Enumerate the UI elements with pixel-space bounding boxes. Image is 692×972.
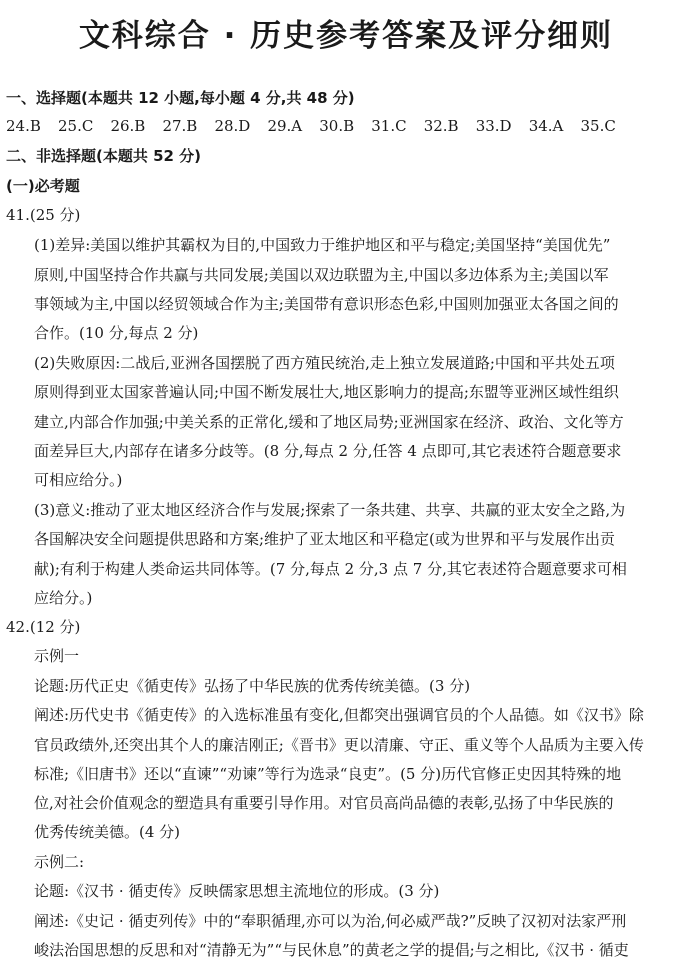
example-label: 示例二: [34, 853, 85, 871]
mcq-answer: 32.B [423, 117, 459, 135]
answer-line: 事领域为主,中国以经贸领域合作为主;美国带有意识形态色彩,中国则加强亚太各国之间的 [34, 295, 619, 313]
section-heading-nonchoice: 二、非选择题(本题共 52 分) [6, 147, 202, 165]
answer-line: 阐述:《史记 · 循吏列传》中的“奉职循理,亦可以为治,何必威严哉?”反映了汉初对法家严刑 [34, 912, 627, 930]
answer-line: 面差异巨大,内部存在诸多分歧等。(8 分,每点 2 分,任答 4 点即可,其它表述符合题意要求 [34, 442, 622, 460]
mcq-answer: 26.B [110, 117, 146, 135]
answer-line: (3)意义:推动了亚太地区经济合作与发展;探索了一条共建、共享、共赢的亚太安全之路,为 [34, 501, 626, 519]
answer-line: 标准;《旧唐书》还以“直谏”“劝谏”等行为选录“良吏”。(5 分)历代官修正史因其特殊的地 [34, 765, 622, 783]
answer-line: 应给分。) [34, 589, 93, 607]
mcq-answer: 35.C [580, 117, 616, 135]
answer-line: 合作。(10 分,每点 2 分) [34, 324, 199, 342]
answer-line: 原则得到亚太国家普遍认同;中国不断发展壮大,地区影响力的提高;东盟等亚洲区域性组织 [34, 383, 619, 401]
question-number: 42.(12 分) [6, 618, 81, 636]
answer-line: (1)差异:美国以维护其霸权为目的,中国致力于维护地区和平与稳定;美国坚持“美国优先” [34, 236, 611, 254]
answer-line: 可相应给分。) [34, 471, 123, 489]
answer-line: 论题:历代正史《循吏传》弘扬了中华民族的优秀传统美德。(3 分) [34, 677, 471, 695]
answer-line: 各国解决安全问题提供思路和方案;维护了亚太地区和平稳定(或为世界和平与发展作出贡 [34, 530, 615, 548]
mcq-answer: 25.C [58, 117, 94, 135]
page-title: 文科综合 · 历史参考答案及评分细则 [78, 18, 614, 54]
answer-line: 献);有利于构建人类命运共同体等。(7 分,每点 2 分,3 点 7 分,其它表述符合题意要求可相 [34, 560, 627, 578]
question-number: 41.(25 分) [6, 206, 81, 224]
answer-line: 阐述:历代史书《循吏传》的入选标准虽有变化,但都突出强调官员的个人品德。如《汉书》除 [34, 706, 644, 724]
mcq-answer: 33.D [475, 117, 512, 135]
mcq-answer: 27.B [162, 117, 198, 135]
mcq-answer: 28.D [214, 117, 251, 135]
answer-line: 论题:《汉书 · 循吏传》反映儒家思想主流地位的形成。(3 分) [34, 882, 440, 900]
subsection-heading: (一)必考题 [6, 177, 80, 195]
answer-line: 官员政绩外,还突出其个人的廉洁刚正;《晋书》更以清廉、守正、重义等个人品质为主要入传 [34, 736, 644, 754]
answer-line: 建立,内部合作加强;中美关系的正常化,缓和了地区局势;亚洲国家在经济、政治、文化等方 [34, 413, 624, 431]
section-heading-choice: 一、选择题(本题共 12 小题,每小题 4 分,共 48 分) [6, 89, 355, 107]
example-label: 示例一 [34, 647, 80, 665]
answer-line: 优秀传统美德。(4 分) [34, 823, 181, 841]
answer-line: 原则,中国坚持合作共赢与共同发展;美国以双边联盟为主,中国以多边体系为主;美国以军 [34, 266, 609, 284]
answer-line: 位,对社会价值观念的塑造具有重要引导作用。对官员高尚品德的表彰,弘扬了中华民族的 [34, 794, 614, 812]
answer-line: 峻法治国思想的反思和对“清静无为”“与民休息”的黄老之学的提倡;与之相比,《汉书 · 循吏 [34, 941, 629, 959]
mcq-answer-row [6, 117, 616, 135]
mcq-answer: 31.C [371, 117, 407, 135]
mcq-answer: 29.A [267, 117, 303, 135]
mcq-answer: 34.A [528, 117, 564, 135]
mcq-answer: 30.B [319, 117, 355, 135]
mcq-answer: 24.B [6, 117, 41, 135]
answer-line: (2)失败原因:二战后,亚洲各国摆脱了西方殖民统治,走上独立发展道路;中国和平共处五项 [34, 354, 615, 372]
